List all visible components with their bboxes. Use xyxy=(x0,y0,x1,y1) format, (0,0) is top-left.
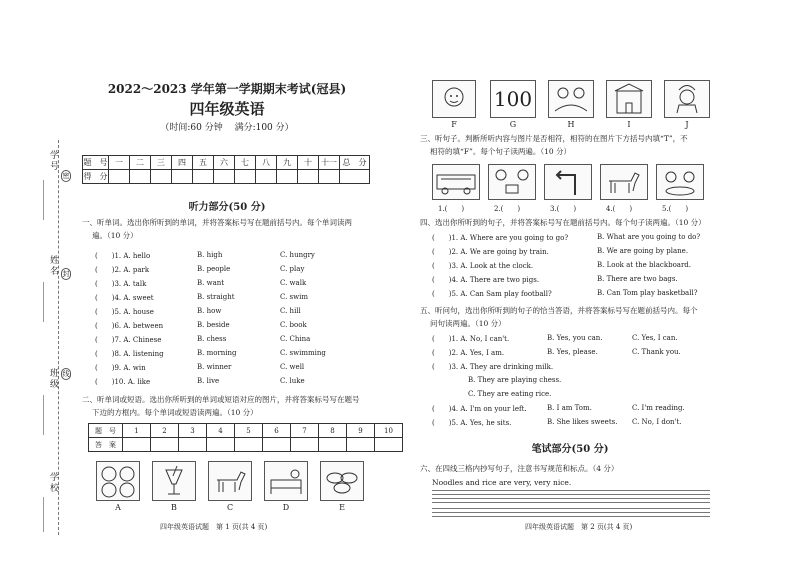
picture-label-h: H xyxy=(567,120,575,129)
answer-bracket[interactable]: 4.( ) xyxy=(606,205,633,213)
score-cell[interactable] xyxy=(109,170,130,184)
seal-mark-mi: 密 xyxy=(62,172,70,180)
score-head: 一 xyxy=(109,156,130,170)
q2-instructions xyxy=(82,393,387,419)
score-cell[interactable] xyxy=(172,170,193,184)
q3-line2: 相符的填“F”。每个句子读两遍。（10 分） xyxy=(430,147,572,156)
picture-label-c: C xyxy=(226,503,234,512)
answer-cell[interactable] xyxy=(123,438,151,452)
answer-cell[interactable] xyxy=(347,438,375,452)
score-cell[interactable] xyxy=(235,170,256,184)
score-head: 五 xyxy=(193,156,214,170)
ans-head: 9 xyxy=(347,424,375,438)
list-item: ( )7. A. Chinese B. chess C. China xyxy=(95,335,311,344)
score-cell[interactable] xyxy=(298,170,319,184)
picture-label-b: B xyxy=(171,503,177,512)
writing-line[interactable] xyxy=(432,498,710,499)
picture-b-juice xyxy=(152,461,196,501)
list-item: ( )5. A. Can Sam play football? B. Can Tom play basketball? xyxy=(432,289,698,298)
answer-cell[interactable] xyxy=(235,438,263,452)
answer-bracket[interactable]: 1.( ) xyxy=(438,205,465,213)
score-cell[interactable] xyxy=(277,170,298,184)
score-cell[interactable] xyxy=(193,170,214,184)
q6-sentence: Noodles and rice are very, very nice. xyxy=(432,478,572,487)
score-head: 七 xyxy=(235,156,256,170)
picture-j-cook xyxy=(664,80,710,118)
exam-title: 2022～2023 学年第一学期期末考试(冠县) xyxy=(107,82,347,96)
seal-mark-xian: 线 xyxy=(62,370,70,378)
picture-d-bed xyxy=(264,461,308,501)
score-cell[interactable] xyxy=(319,170,340,184)
score-cell[interactable] xyxy=(256,170,277,184)
picture-f-child xyxy=(432,80,476,118)
score-head: 十 xyxy=(298,156,319,170)
list-item: ( )4. A. There are two pigs. B. There are two bags. xyxy=(432,275,678,284)
answer-bracket[interactable]: 2.( ) xyxy=(494,205,521,213)
picture-e-dumplings xyxy=(320,461,364,501)
list-item: C. They are eating rice. xyxy=(468,390,552,398)
student-number-line xyxy=(43,180,44,220)
picture-label-j: J xyxy=(685,120,689,129)
list-item: ( )1. A. hello B. high C. hungry xyxy=(95,251,315,260)
answer-cell[interactable] xyxy=(263,438,291,452)
picture-q3-3-turn xyxy=(544,164,592,200)
list-item: ( )5. A. Yes, he sits. B. She likes sweets. C. No, I don't. xyxy=(432,418,682,427)
q2-line2: 下边的方框内。每个单词或短语读两遍。（10 分） xyxy=(92,408,258,417)
footer-left: 四年级英语试题 第 1 页(共 4 页) xyxy=(160,523,268,531)
student-number-label: 学号 xyxy=(48,150,58,172)
student-name-line xyxy=(43,282,44,322)
q2-answer-table xyxy=(88,423,403,452)
score-cell[interactable] xyxy=(214,170,235,184)
answer-bracket[interactable]: 3.( ) xyxy=(550,205,577,213)
class-label: 班级 xyxy=(48,368,58,390)
seal-mark-feng: 封 xyxy=(62,270,70,278)
picture-label-e: E xyxy=(339,503,345,512)
ans-head: 3 xyxy=(179,424,207,438)
q4-instructions: 四、选出你所听到的句子，并将答案标号写在题前括号内。每个句子读两遍。（10 分） xyxy=(420,218,706,227)
ans-head: 2 xyxy=(151,424,179,438)
ans-head: 10 xyxy=(375,424,403,438)
list-item: ( )4. A. sweet B. straight C. swim xyxy=(95,293,309,302)
ans-head: 6 xyxy=(263,424,291,438)
list-item: ( )3. A. talk B. want C. walk xyxy=(95,279,307,288)
picture-h-kids-playing xyxy=(548,80,594,118)
writing-line[interactable] xyxy=(432,508,710,509)
ans-head: 4 xyxy=(207,424,235,438)
list-item: ( )3. A. Look at the clock. B. Look at the blackboard. xyxy=(432,261,692,270)
answer-cell[interactable] xyxy=(207,438,235,452)
list-item: ( )10. A. like B. live C. luke xyxy=(95,377,305,386)
list-item: ( )1. A. No, I can't. B. Yes, you can. C. Yes, I can. xyxy=(432,334,678,343)
list-item: ( )5. A. house B. how C. hill xyxy=(95,307,301,316)
footer-right: 四年级英语试题 第 2 页(共 4 页) xyxy=(525,523,633,531)
list-item: ( )9. A. win B. winner C. well xyxy=(95,363,305,372)
writing-line[interactable] xyxy=(432,494,710,495)
picture-label-f: F xyxy=(451,120,457,129)
list-item: ( )3. A. They are drinking milk. xyxy=(432,363,554,371)
exam-meta: （时间:60 分钟 满分:100 分） xyxy=(160,123,294,133)
score-head: 三 xyxy=(151,156,172,170)
q5-instructions xyxy=(420,304,725,330)
score-head: 十一 xyxy=(319,156,340,170)
ans-head: 8 xyxy=(319,424,347,438)
student-name-label: 姓名 xyxy=(48,255,58,277)
list-item: ( )2. A. park B. people C. play xyxy=(95,265,305,274)
q3-line1: 三、听句子。判断所听内容与图片是否相符，相符的在图片下方括号内填“T”，不 xyxy=(420,134,688,143)
list-item: B. They are playing chess. xyxy=(468,376,562,384)
q5-list xyxy=(432,334,722,432)
q1-instructions xyxy=(82,216,382,242)
school-line xyxy=(43,497,44,532)
list-item: ( )1. A. Where are you going to go? B. What are you going to do? xyxy=(432,233,701,242)
score-head: 四 xyxy=(172,156,193,170)
list-item: ( )4. A. I'm on your left. B. I am Tom. C. I'm reading. xyxy=(432,404,685,413)
q6-instructions: 六、在四线三格内抄写句子，注意书写规范和标点。（4 分） xyxy=(420,464,619,473)
picture-label-a: A xyxy=(115,503,121,512)
picture-q3-5-party xyxy=(656,164,704,200)
class-line xyxy=(43,395,44,435)
list-item: ( )2. A. We are going by train. B. We are going by plane. xyxy=(432,247,689,256)
picture-g-number xyxy=(490,80,536,118)
writing-heading: 笔试部分(50 分) xyxy=(531,444,609,455)
writing-line[interactable] xyxy=(432,512,710,513)
picture-label-g: G xyxy=(509,120,517,129)
picture-a-tomatoes xyxy=(96,461,140,501)
q5-line2: 问句读两遍。（10 分） xyxy=(430,319,506,328)
answer-cell[interactable] xyxy=(319,438,347,452)
writing-line[interactable] xyxy=(432,502,710,503)
list-item: ( )6. A. between B. beside C. book xyxy=(95,321,307,330)
score-row-label: 得 分 xyxy=(83,170,109,184)
exam-subtitle: 四年级英语 xyxy=(189,100,265,118)
q1-line1: 一、听单词。选出你所听到的单词，并将答案标号写在题前括号内。每个单词读两 xyxy=(82,218,352,227)
score-head: 六 xyxy=(214,156,235,170)
q1-list xyxy=(95,251,375,391)
q5-line1: 五、听问句，选出你所听到的句子的恰当答语，并将答案标号写在题前括号内。每个 xyxy=(420,306,698,315)
answer-cell[interactable] xyxy=(179,438,207,452)
score-head: 总 分 xyxy=(340,156,370,170)
picture-i-building xyxy=(606,80,652,118)
ans-head: 7 xyxy=(291,424,319,438)
picture-q3-1-bus xyxy=(432,164,480,200)
picture-label-i: I xyxy=(627,120,631,129)
score-head: 二 xyxy=(130,156,151,170)
picture-c-horse xyxy=(208,461,252,501)
listening-heading: 听力部分(50 分) xyxy=(188,202,266,213)
writing-line[interactable] xyxy=(432,516,710,517)
ans-head: 5 xyxy=(235,424,263,438)
score-head: 题 号 xyxy=(83,156,109,170)
q2-line1: 二、听单词或短语。选出你所听到的单词或短语对应的图片，并将答案标号写在题号 xyxy=(82,395,360,404)
score-cell[interactable] xyxy=(340,170,370,184)
number-100: 100 xyxy=(493,87,533,111)
list-item: ( )8. A. listening B. morning C. swimming xyxy=(95,349,326,358)
writing-line[interactable] xyxy=(432,490,710,491)
picture-q3-4-horse xyxy=(600,164,648,200)
score-head: 八 xyxy=(256,156,277,170)
answer-cell[interactable] xyxy=(291,438,319,452)
score-table xyxy=(82,155,370,184)
school-label: 学校 xyxy=(48,472,58,494)
picture-label-d: D xyxy=(282,503,290,512)
picture-q3-2-chess xyxy=(488,164,536,200)
ans-head: 1 xyxy=(123,424,151,438)
q4-list xyxy=(432,233,722,303)
q3-instructions xyxy=(420,132,720,158)
answer-cell[interactable] xyxy=(151,438,179,452)
q1-line2: 遍。（10 分） xyxy=(92,231,138,240)
ans-head: 题 号 xyxy=(89,424,123,438)
answer-cell[interactable] xyxy=(375,438,403,452)
answer-bracket[interactable]: 5.( ) xyxy=(662,205,689,213)
score-cell[interactable] xyxy=(130,170,151,184)
score-cell[interactable] xyxy=(151,170,172,184)
score-head: 九 xyxy=(277,156,298,170)
list-item: ( )2. A. Yes, I am. B. Yes, please. C. Thank you. xyxy=(432,348,681,357)
ans-row-label: 答 案 xyxy=(89,438,123,452)
